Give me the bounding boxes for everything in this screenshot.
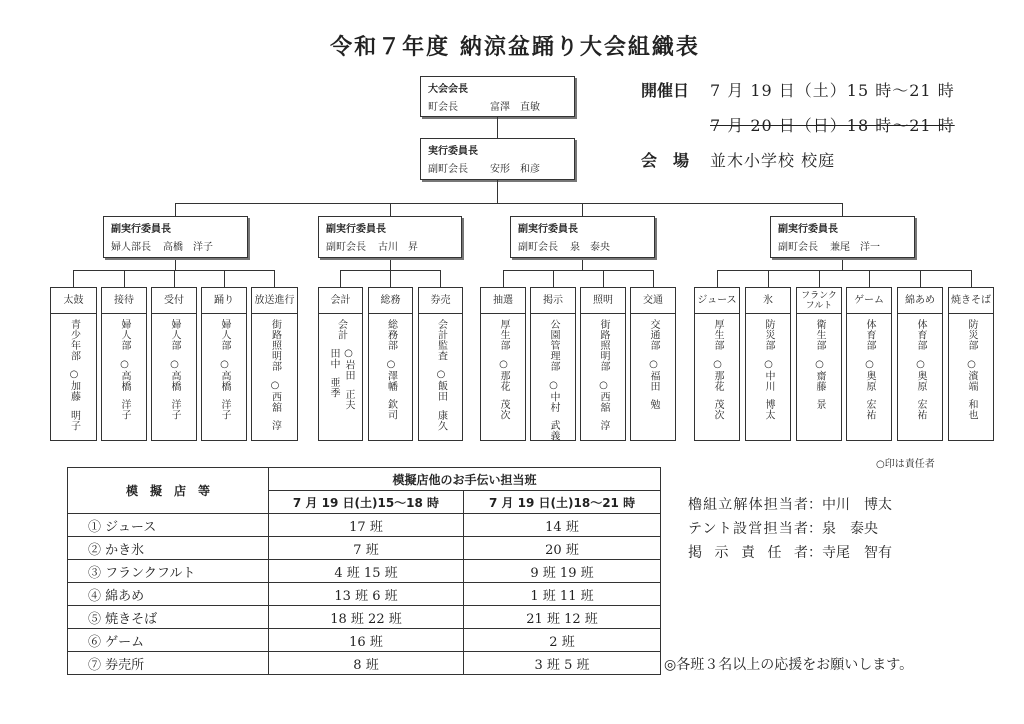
leader	[269, 380, 281, 431]
slot-1-groups: 7 班	[269, 537, 464, 560]
unit-body	[419, 314, 462, 441]
leader-given-name: 淳	[269, 420, 281, 431]
header-slot-1: 7 月 19 日(土)15～18 時	[269, 491, 464, 514]
unit-department: 防災部	[966, 319, 977, 351]
slot-2-groups: 1 班 11 班	[464, 583, 661, 606]
vice-chair-box-4	[770, 216, 915, 258]
unit-body	[202, 314, 246, 441]
helpers-table	[67, 467, 661, 675]
leader-given-name: 洋子	[219, 399, 230, 420]
unit-department: 衛生部	[814, 319, 825, 351]
leader-given-name: 景	[814, 399, 825, 410]
leader-surname: ○岩田	[343, 348, 354, 381]
vice-chair-name: 高橋 洋子	[163, 242, 213, 253]
leader-given-name: 淳	[598, 420, 609, 431]
leaders	[68, 369, 80, 431]
leader	[118, 359, 130, 421]
header-helper-group: 模擬店他のお手伝い担当班	[269, 468, 661, 491]
page-title: 令和７年度 納涼盆踊り大会組織表	[330, 35, 700, 60]
leaders	[597, 380, 609, 431]
event-venue: 並木小学校 校庭	[710, 151, 836, 170]
legend-note: ○印は責任者	[876, 459, 935, 470]
leader-given-name: 和也	[966, 399, 977, 420]
footer-note: ◎各班３名以上の応援をお願いします。	[664, 657, 914, 673]
leaders	[118, 359, 130, 421]
connector-line	[819, 270, 820, 287]
unit-name: 受付	[152, 288, 196, 314]
leader-given-name: 正夫	[343, 388, 354, 410]
leader-surname: ○澤幡	[385, 358, 397, 391]
leader-given-name: 亜季	[328, 377, 339, 398]
staff-line-tent	[688, 518, 878, 538]
unit-kori	[745, 287, 791, 441]
unit-body	[847, 314, 891, 441]
connector-line	[390, 203, 391, 216]
table-header-row	[68, 468, 661, 491]
leader	[497, 359, 509, 421]
leaders	[327, 348, 354, 410]
leader-surname: ○那花	[712, 358, 723, 391]
connector-line	[390, 270, 391, 287]
unit-uketsuke	[151, 287, 197, 441]
vice-chair-line	[326, 241, 454, 254]
unit-body	[746, 314, 790, 441]
unit-name: 放送進行	[252, 288, 297, 314]
president-role: 大会会長	[428, 84, 468, 95]
vice-chair-line	[111, 241, 240, 254]
unit-body	[631, 314, 675, 441]
leader-given-name: 宏祐	[915, 399, 926, 420]
leader	[647, 359, 659, 410]
connector-line	[175, 203, 176, 216]
unit-name: 氷	[746, 288, 790, 314]
stall-name: ① ジュース	[68, 514, 269, 537]
leader-surname: ○濱端	[966, 358, 977, 391]
vice-chair-role: 副実行委員長	[778, 224, 838, 235]
connector-line	[175, 258, 176, 270]
connector-line	[340, 270, 341, 287]
unit-name	[797, 288, 841, 314]
leaders	[711, 359, 723, 421]
connector-line	[869, 270, 870, 287]
unit-body	[531, 314, 575, 441]
connector-line	[717, 270, 718, 287]
leaders	[269, 380, 281, 431]
slot-2-groups: 20 班	[464, 537, 661, 560]
unit-yakisoba	[948, 287, 994, 441]
slot-2-groups: 21 班 12 班	[464, 606, 661, 629]
leader-given-name: 欽司	[385, 399, 397, 420]
connector-line	[497, 117, 498, 138]
connector-line	[73, 270, 74, 287]
leaders	[435, 369, 447, 431]
vice-chair-title: 副町会長	[326, 242, 366, 253]
unit-taiko	[50, 287, 97, 441]
leaders	[813, 359, 825, 410]
unit-juice	[694, 287, 740, 441]
unit-keiji	[530, 287, 576, 441]
unit-body	[319, 314, 362, 441]
stall-name: ⑥ ゲーム	[68, 629, 269, 652]
unit-body	[898, 314, 942, 441]
unit-body	[797, 314, 841, 441]
vice-chair-line	[778, 241, 907, 254]
unit-name: 接待	[102, 288, 146, 314]
connector-line	[390, 258, 391, 270]
unit-body	[481, 314, 525, 441]
staff-label: テント設営担当者	[688, 521, 808, 537]
unit-name: 総務	[369, 288, 412, 314]
unit-department: 会計監査	[435, 319, 447, 361]
unit-name: 会計	[319, 288, 362, 314]
leader	[914, 359, 926, 421]
leader	[597, 380, 609, 431]
unit-body	[695, 314, 739, 441]
leader-surname: ○奥原	[915, 358, 926, 391]
table-row	[68, 537, 661, 560]
leader-surname: ○高橋	[169, 358, 180, 391]
unit-name: 焼きそば	[949, 288, 993, 314]
leader	[813, 359, 825, 410]
leader-given-name: 武義	[548, 420, 559, 441]
slot-2-groups: 2 班	[464, 629, 661, 652]
president-box	[420, 76, 575, 117]
leader	[342, 348, 354, 410]
table-row	[68, 606, 661, 629]
leader-given-name: 明子	[68, 409, 80, 431]
chair-name: 安形 和彦	[490, 164, 540, 175]
leader-surname: ○高橋	[219, 358, 230, 391]
vice-chair-box-1	[103, 216, 248, 258]
unit-department: 厚生部	[498, 319, 509, 351]
unit-department: 婦人部	[169, 319, 180, 351]
vice-chair-name: 古川 昇	[378, 242, 418, 253]
unit-name: 抽選	[481, 288, 525, 314]
leader	[965, 359, 977, 421]
leaders	[863, 359, 875, 421]
unit-department: 街路照明部	[269, 319, 281, 372]
unit-name-text: フランクフルト	[801, 290, 837, 311]
connector-line	[124, 270, 125, 287]
venue-label: 会 場	[641, 151, 690, 170]
slot-2-groups: 9 班 19 班	[464, 560, 661, 583]
unit-koutsuu	[630, 287, 676, 441]
leader-surname: ○中川	[763, 358, 774, 391]
unit-department: 防災部	[763, 319, 774, 351]
staff-label: 掲 示 責 任 者	[688, 545, 808, 561]
unit-department: 婦人部	[219, 319, 230, 351]
leader	[863, 359, 875, 421]
connector-line	[503, 270, 654, 271]
connector-line	[582, 258, 583, 270]
leaders	[965, 359, 977, 421]
unit-body	[369, 314, 412, 441]
unit-name: 券売	[419, 288, 462, 314]
unit-department: 交通部	[648, 319, 659, 351]
unit-department: 婦人部	[119, 319, 130, 351]
unit-department: 体育部	[864, 319, 875, 351]
staff-separator: ：	[808, 545, 822, 561]
leaders	[762, 359, 774, 421]
vice-chair-role: 副実行委員長	[326, 224, 386, 235]
chair-box	[420, 138, 575, 180]
vice-chair-name: 兼尾 洋一	[830, 242, 880, 253]
connector-line	[553, 270, 554, 287]
vice-chair-title: 副町会長	[778, 242, 818, 253]
staff-line-notice	[688, 542, 892, 562]
leaders	[914, 359, 926, 421]
staff-label: 櫓組立解体担当者	[688, 497, 808, 513]
unit-department: 総務部	[385, 319, 397, 351]
vice-chair-title: 副町会長	[518, 242, 558, 253]
unit-body	[102, 314, 146, 441]
leaders	[218, 359, 230, 421]
leader-given-name: 宏祐	[864, 399, 875, 420]
leader-given-name: 勉	[648, 399, 659, 410]
vice-chair-role: 副実行委員長	[518, 224, 578, 235]
unit-frankfurt	[796, 287, 842, 441]
leader	[762, 359, 774, 421]
leader	[68, 369, 80, 431]
header-slot-2: 7 月 19 日(土)18～21 時	[464, 491, 661, 514]
staff-name: 中川 博太	[822, 497, 892, 513]
unit-department: 公園管理部	[548, 319, 559, 372]
unit-wataame	[897, 287, 943, 441]
leader-given-name: 洋子	[119, 399, 130, 420]
unit-department: 厚生部	[712, 319, 723, 351]
connector-line	[582, 203, 583, 216]
leader	[327, 348, 339, 410]
leaders	[385, 359, 397, 421]
leader-given-name: 茂次	[498, 399, 509, 420]
unit-name: 照明	[581, 288, 625, 314]
stall-name: ⑦ 券売所	[68, 652, 269, 675]
unit-name: 交通	[631, 288, 675, 314]
leader-surname: ○加藤	[68, 369, 80, 402]
unit-game	[846, 287, 892, 441]
leader	[168, 359, 180, 421]
leader-surname: ○西舘	[269, 379, 281, 412]
leaders	[647, 359, 659, 410]
vice-chair-line	[518, 241, 647, 254]
slot-1-groups: 4 班 15 班	[269, 560, 464, 583]
leader	[435, 369, 447, 431]
table-row	[68, 514, 661, 537]
connector-line	[503, 270, 504, 287]
table-row	[68, 652, 661, 675]
unit-body	[152, 314, 196, 441]
leader-surname: ○飯田	[435, 369, 447, 402]
connector-line	[717, 270, 972, 271]
connector-line	[971, 270, 972, 287]
leader-surname: ○那花	[498, 358, 509, 391]
president-name: 富澤 直敏	[490, 102, 540, 113]
leader-surname: ○中村	[548, 379, 559, 412]
table-row	[68, 629, 661, 652]
leader	[218, 359, 230, 421]
leader	[547, 380, 559, 442]
vice-chair-role: 副実行委員長	[111, 224, 171, 235]
leader	[385, 359, 397, 421]
leader-surname: ○福田	[648, 358, 659, 391]
unit-body	[252, 314, 297, 441]
connector-line	[497, 180, 498, 203]
event-date-1: 7 月 19 日（土）15 時～21 時	[710, 81, 955, 100]
staff-line-yagura	[688, 494, 892, 514]
connector-line	[440, 270, 441, 287]
table-row	[68, 583, 661, 606]
unit-body	[949, 314, 993, 441]
leader-surname: ○西舘	[598, 379, 609, 412]
unit-department: 会計	[335, 319, 347, 340]
header-stall: 模 擬 店 等	[68, 468, 269, 514]
unit-housou-shinkou	[251, 287, 298, 441]
leader-given-name: 茂次	[712, 399, 723, 420]
connector-line	[224, 270, 225, 287]
slot-1-groups: 13 班 6 班	[269, 583, 464, 606]
unit-body	[581, 314, 625, 441]
chair-title: 副町会長	[428, 164, 468, 175]
leaders	[168, 359, 180, 421]
date-label: 開催日	[641, 81, 690, 100]
unit-odori	[201, 287, 247, 441]
vice-chair-box-2	[318, 216, 462, 258]
connector-line	[603, 270, 604, 287]
unit-kenbai	[418, 287, 463, 441]
leader-given-name: 洋子	[169, 399, 180, 420]
unit-department: 街路照明部	[598, 319, 609, 372]
staff-separator: ：	[808, 521, 822, 537]
unit-name: 掲示	[531, 288, 575, 314]
leader-surname: 田中	[328, 348, 339, 369]
connector-line	[768, 270, 769, 287]
connector-line	[920, 270, 921, 287]
slot-1-groups: 18 班 22 班	[269, 606, 464, 629]
unit-department: 青少年部	[68, 319, 80, 361]
slot-2-groups: 3 班 5 班	[464, 652, 661, 675]
connector-line	[842, 203, 843, 216]
leader-given-name: 康久	[435, 409, 447, 431]
leaders	[497, 359, 509, 421]
unit-kaikei	[318, 287, 363, 441]
slot-1-groups: 8 班	[269, 652, 464, 675]
unit-name: ジュース	[695, 288, 739, 314]
unit-name: 綿あめ	[898, 288, 942, 314]
unit-name: 太鼓	[51, 288, 96, 314]
leaders	[547, 380, 559, 442]
leader-surname: ○高橋	[119, 358, 130, 391]
unit-shoumei	[580, 287, 626, 441]
connector-line	[842, 258, 843, 270]
unit-settai	[101, 287, 147, 441]
slot-1-groups: 16 班	[269, 629, 464, 652]
slot-1-groups: 17 班	[269, 514, 464, 537]
unit-soumu	[368, 287, 413, 441]
stall-name: ⑤ 焼きそば	[68, 606, 269, 629]
leader-surname: ○奥原	[864, 358, 875, 391]
president-line	[428, 101, 567, 114]
connector-line	[174, 270, 175, 287]
unit-department: 体育部	[915, 319, 926, 351]
unit-name: 踊り	[202, 288, 246, 314]
president-title: 町会長	[428, 102, 458, 113]
leader-surname: ○齋藤	[814, 358, 825, 391]
chair-line	[428, 163, 567, 176]
stall-name: ③ フランクフルト	[68, 560, 269, 583]
unit-chusen	[480, 287, 526, 441]
staff-name: 寺尾 智有	[822, 545, 892, 561]
unit-name: ゲーム	[847, 288, 891, 314]
table-row	[68, 560, 661, 583]
leader-given-name: 博太	[763, 399, 774, 420]
slot-2-groups: 14 班	[464, 514, 661, 537]
vice-chair-box-3	[510, 216, 655, 258]
stall-name: ④ 綿あめ	[68, 583, 269, 606]
staff-name: 泉 泰央	[822, 521, 878, 537]
unit-body	[51, 314, 96, 441]
leader	[711, 359, 723, 421]
vice-chair-title: 婦人部長	[111, 242, 151, 253]
connector-line	[274, 270, 275, 287]
connector-line	[175, 203, 843, 204]
stall-name: ② かき氷	[68, 537, 269, 560]
connector-line	[653, 270, 654, 287]
staff-separator: ：	[808, 497, 822, 513]
chair-role: 実行委員長	[428, 146, 478, 157]
event-date-2-cancelled: 7 月 20 日（日）18 時～21 時	[710, 116, 955, 135]
vice-chair-name: 泉 泰央	[570, 242, 610, 253]
